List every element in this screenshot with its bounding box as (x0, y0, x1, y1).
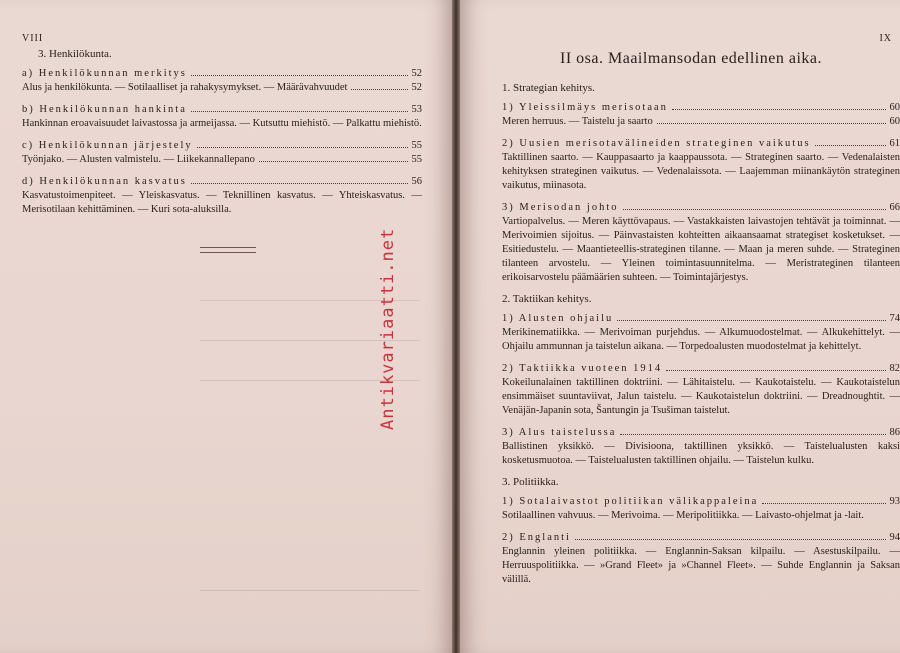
part-title: II osa. Maailmansodan edellinen aika. (560, 50, 822, 67)
entry-description: Sotilaallinen vahvuus. — Merivoima. — Meripolitiikka. — Laivasto-ohjelmat ja -lait. (502, 510, 864, 521)
leader-dots (657, 123, 886, 124)
leader-dots (623, 209, 886, 210)
entry-page: 86 (889, 427, 900, 438)
entry-description: Hankinnan eroavaisuudet laivastossa ja armeijassa. — Kutsuttu miehistö. — Palkattu miehistö. (22, 118, 422, 129)
entry-page: 56 (411, 176, 422, 187)
entry-heading: a) Henkilökunnan merkitys (22, 68, 187, 79)
toc-entry (502, 201, 900, 285)
toc-entry (502, 495, 900, 523)
entry-heading: b) Henkilökunnan hankinta (22, 104, 187, 115)
leader-dots (197, 147, 408, 148)
entry-page: 94 (889, 532, 900, 543)
entry-page: 52 (411, 68, 422, 79)
toc-entry (502, 531, 900, 587)
page-number: IX (879, 33, 892, 44)
toc-entry (502, 137, 900, 193)
leader-dots (351, 89, 407, 90)
section-title: 2. Taktiikan kehitys. (502, 293, 592, 305)
entry-heading: 1) Yleissilmäys merisotaan (502, 102, 668, 113)
entry-description: Vartiopalvelus. — Meren käyttövapaus. — Vastakkaisten laivastojen tehtävät ja toiminnat. — Merivoimien sijoitus. — Päinvastaisten kohteitten aikaansaamat strategiset kosketukset. — Esitiedustelu. — Maantieteellis-strateginen tilanne. — Maan ja meren suhde. — Strateginen tilanteen arvostelu. — Yleinen toimintasuunnitelma. — Meristrateginen tilanteen erikoisarvostelu päämäärien suhteen. — Toimintajärjestys. (502, 216, 900, 283)
entry-page: 52 (411, 82, 422, 93)
entry-page: 66 (889, 202, 900, 213)
entry-page: 55 (411, 154, 422, 165)
entry-description: Taktillinen saarto. — Kauppasaarto ja kaappaussota. — Strateginen saarto. — Vedenalaisten kehityksen strateginen vaikutus. — Vedenalaissota. — Laajemman miinankäytön strateginen vaikutus, miinasota. (502, 152, 900, 191)
entry-heading: 2) Englanti (502, 532, 571, 543)
section-title: 3. Politiikka. (502, 476, 559, 488)
toc-entry (22, 139, 422, 167)
leader-dots (259, 161, 408, 162)
entry-heading: 2) Uusien merisotavälineiden strateginen vaikutus (502, 138, 811, 149)
book-gutter (452, 0, 460, 653)
entry-page: 74 (889, 313, 900, 324)
show-through-line (200, 590, 420, 591)
leader-dots (815, 145, 886, 146)
toc-entry (502, 101, 900, 129)
leader-dots (191, 111, 408, 112)
leader-dots (666, 370, 885, 371)
entry-heading: d) Henkilökunnan kasvatus (22, 176, 187, 187)
entry-page: 53 (411, 104, 422, 115)
toc-entry (502, 312, 900, 354)
toc-entry (22, 175, 422, 217)
watermark-text: Antikvariaatti.net (378, 227, 398, 430)
section-title: 1. Strategian kehitys. (502, 82, 595, 94)
entry-description: Englannin yleinen politiikka. — Englannin-Saksan kilpailu. — Asestuskilpailu. — Herruuspolitiikka. — »Grand Fleet» ja »Channel Fleet». — Suhde Englannin ja Saksan välillä. (502, 546, 900, 585)
leader-dots (620, 434, 885, 435)
leader-dots (762, 503, 885, 504)
toc-entry (22, 67, 422, 95)
entry-description: Meren herruus. — Taistelu ja saarto (502, 116, 653, 127)
entry-page: 61 (889, 138, 900, 149)
entry-page: 55 (411, 140, 422, 151)
entry-description: Kokeilunalainen taktillinen doktriini. — Lähitaistelu. — Kaukotaistelu. — Kaukotaistelun ensimmäiset suuntaviivat, Jalun taistelu. — Kaukotaistelun doktriini. — Dreadnoughtit. — Venäjän-Japanin sota, Šantungin ja Tsušiman taistelut. (502, 377, 900, 416)
section-title: 3. Henkilökunta. (38, 48, 112, 60)
entry-heading: 3) Merisodan johto (502, 202, 619, 213)
right-page (460, 0, 900, 653)
leader-dots (191, 183, 408, 184)
entry-page: 60 (889, 102, 900, 113)
entry-heading: 1) Alusten ohjailu (502, 313, 614, 324)
divider-ornament (200, 247, 256, 253)
leader-dots (672, 109, 886, 110)
entry-heading: 1) Sotalaivastot politiikan välikappaleina (502, 496, 759, 507)
entry-page: 93 (889, 496, 900, 507)
toc-entry (502, 362, 900, 418)
leader-dots (575, 539, 886, 540)
toc-entry (502, 426, 900, 468)
entry-description: Alus ja henkilökunta. — Sotilaalliset ja rahakysymykset. — Määrävahvuudet (22, 82, 348, 93)
entry-page: 60 (889, 116, 900, 127)
entry-page: 82 (889, 363, 900, 374)
entry-description: Ballistinen yksikkö. — Divisioona, taktillinen yksikkö. — Taistelualusten kaksi kosketusmuotoa. — Taistelualusten taktillinen ohjailu. — Taistelun kulku. (502, 441, 900, 466)
entry-description: Merikinematiikka. — Merivoiman purjehdus. — Alkumuodostelmat. — Alkukehittelyt. — Ohjailu ammunnan ja taistelun aikana. — Torpedoalusten muodostelmat ja kehittelyt. (502, 327, 900, 352)
entry-heading: 3) Alus taistelussa (502, 427, 617, 438)
entry-description: Kasvatustoimenpiteet. — Yleiskasvatus. — Teknillinen kasvatus. — Yhteiskasvatus. — Merisotilaan kehittäminen. — Kuri sota-aluksilla. (22, 190, 422, 215)
page-number: VIII (22, 33, 44, 44)
leader-dots (617, 320, 885, 321)
entry-heading: c) Henkilökunnan järjestely (22, 140, 193, 151)
entry-description: Työnjako. — Alusten valmistelu. — Liikekannallepano (22, 154, 255, 165)
entry-heading: 2) Taktiikka vuoteen 1914 (502, 363, 663, 374)
leader-dots (191, 75, 408, 76)
toc-entry (22, 103, 422, 131)
